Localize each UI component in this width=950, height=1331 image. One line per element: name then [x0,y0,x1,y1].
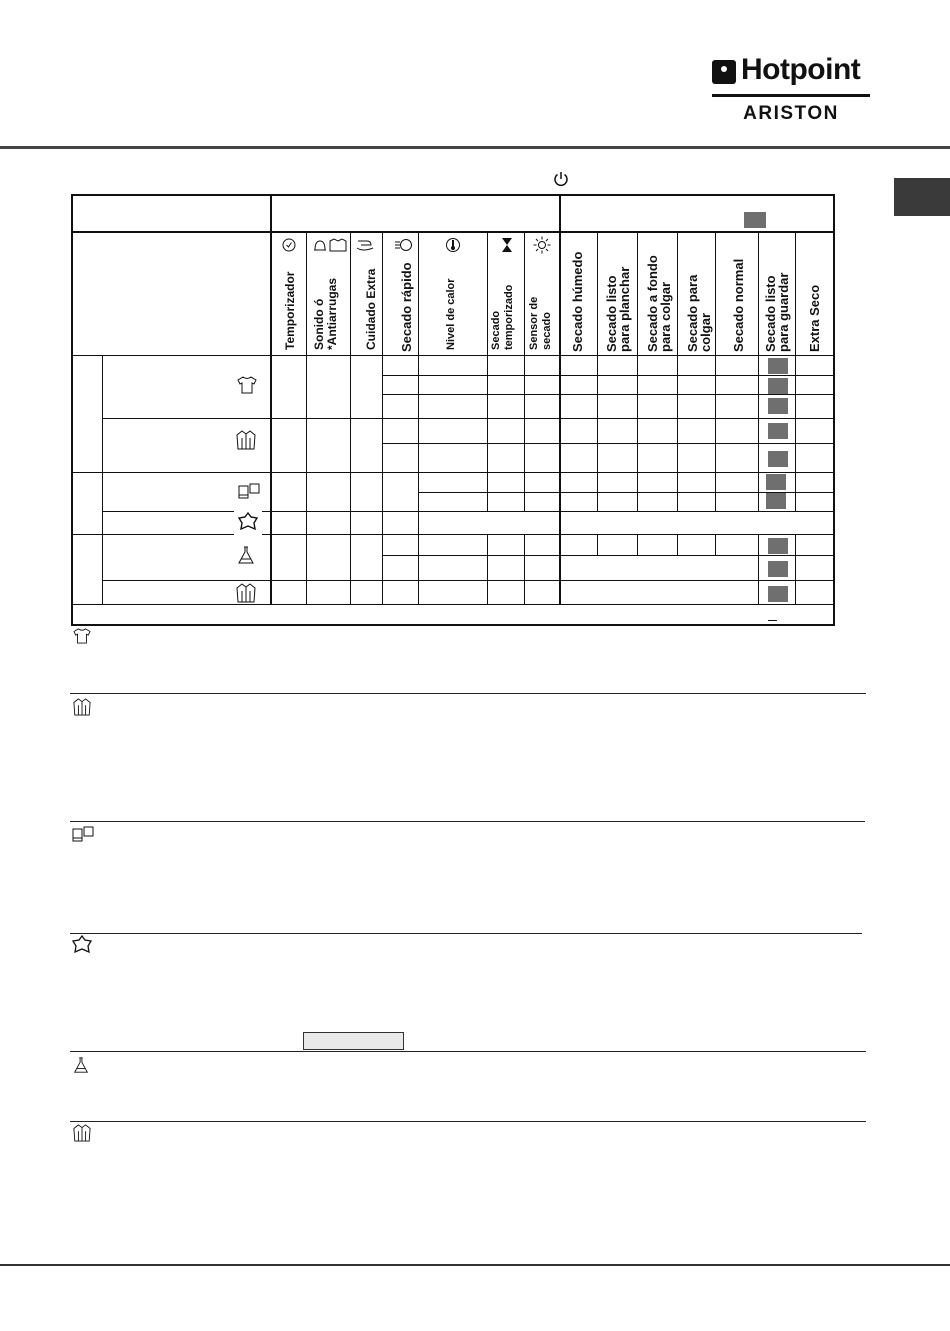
towels-icon [72,826,94,842]
wool-icon [234,510,262,536]
col-header-sonido: Sonido ó *Antiarrugas [312,277,339,350]
hotpoint-logo-mark [712,60,736,84]
shaded-cell [766,474,786,490]
col-header-extra-seco: Extra Seco [807,284,822,352]
header-divider [71,231,835,233]
col-header-listo-guardar: Secado listo para guardar [763,272,791,352]
quick-dry-icon [394,237,414,253]
shirt-icon [73,1124,91,1142]
col-header-nivel-calor: Nivel de calor [445,278,457,350]
tshirt-icon [73,628,91,644]
shirt-icon [236,430,256,450]
highlighted-field [303,1032,404,1050]
hand-care-icon [355,237,377,253]
section-divider [70,821,865,822]
bell-shirt-icon [312,237,348,253]
col-header-secado-rapido: Secado rápido [399,262,414,352]
header-body-divider [71,355,835,356]
brand-name: Hotpoint [741,53,861,86]
shaded-cell [768,378,788,394]
shaded-cell [768,538,788,554]
section-divider [70,693,866,694]
col-header-sensor-secado: Sensor de secado [528,296,553,350]
power-icon [552,170,570,188]
tshirt-icon [237,376,257,394]
shirt-icon [236,583,256,603]
thermometer-icon [445,237,461,253]
col-header-cuidado-extra: Cuidado Extra [364,268,378,350]
shaded-cell [768,398,788,414]
delicate-flask-icon [72,1056,90,1074]
footnote-dash [768,620,777,621]
section-divider [70,933,862,934]
legend-shade-swatch [744,212,766,228]
col-header-secado-temporizado: Secado temporizado [490,284,515,350]
timer-icon [281,237,297,253]
col-header-fondo-colgar: Secado a fondo para colgar [645,255,673,352]
shaded-cell [766,493,786,509]
footer-rule [0,1264,950,1266]
towels-icon [238,483,260,499]
section-divider [70,1121,866,1122]
header-rule [0,146,950,149]
brand-subname: ARISTON [743,103,839,124]
col-header-secado-humedo: Secado húmedo [570,251,585,352]
programme-column-divider [270,194,272,604]
shaded-cell [768,561,788,577]
table-border-right [833,194,835,626]
table-border-left [71,194,73,626]
sun-sensor-icon [533,236,551,254]
table-border-bottom [71,624,835,626]
shaded-cell [768,423,788,439]
hourglass-icon [500,237,514,253]
shirt-icon [73,698,91,716]
language-tab [894,178,950,216]
logo-divider [712,94,870,97]
col-header-listo-planchar: Secado listo para planchar [604,266,632,352]
shaded-cell [768,451,788,467]
group-divider [559,194,561,604]
col-header-temporizador: Temporizador [283,271,297,350]
delicate-flask-icon [236,545,256,565]
col-header-para-colgar: Secado para colgar [685,274,713,352]
table-border-top [71,194,835,196]
wool-icon [72,935,92,953]
shaded-cell [768,586,788,602]
section-divider [70,1051,866,1052]
shaded-cell [768,358,788,374]
col-header-secado-normal: Secado normal [731,258,746,352]
